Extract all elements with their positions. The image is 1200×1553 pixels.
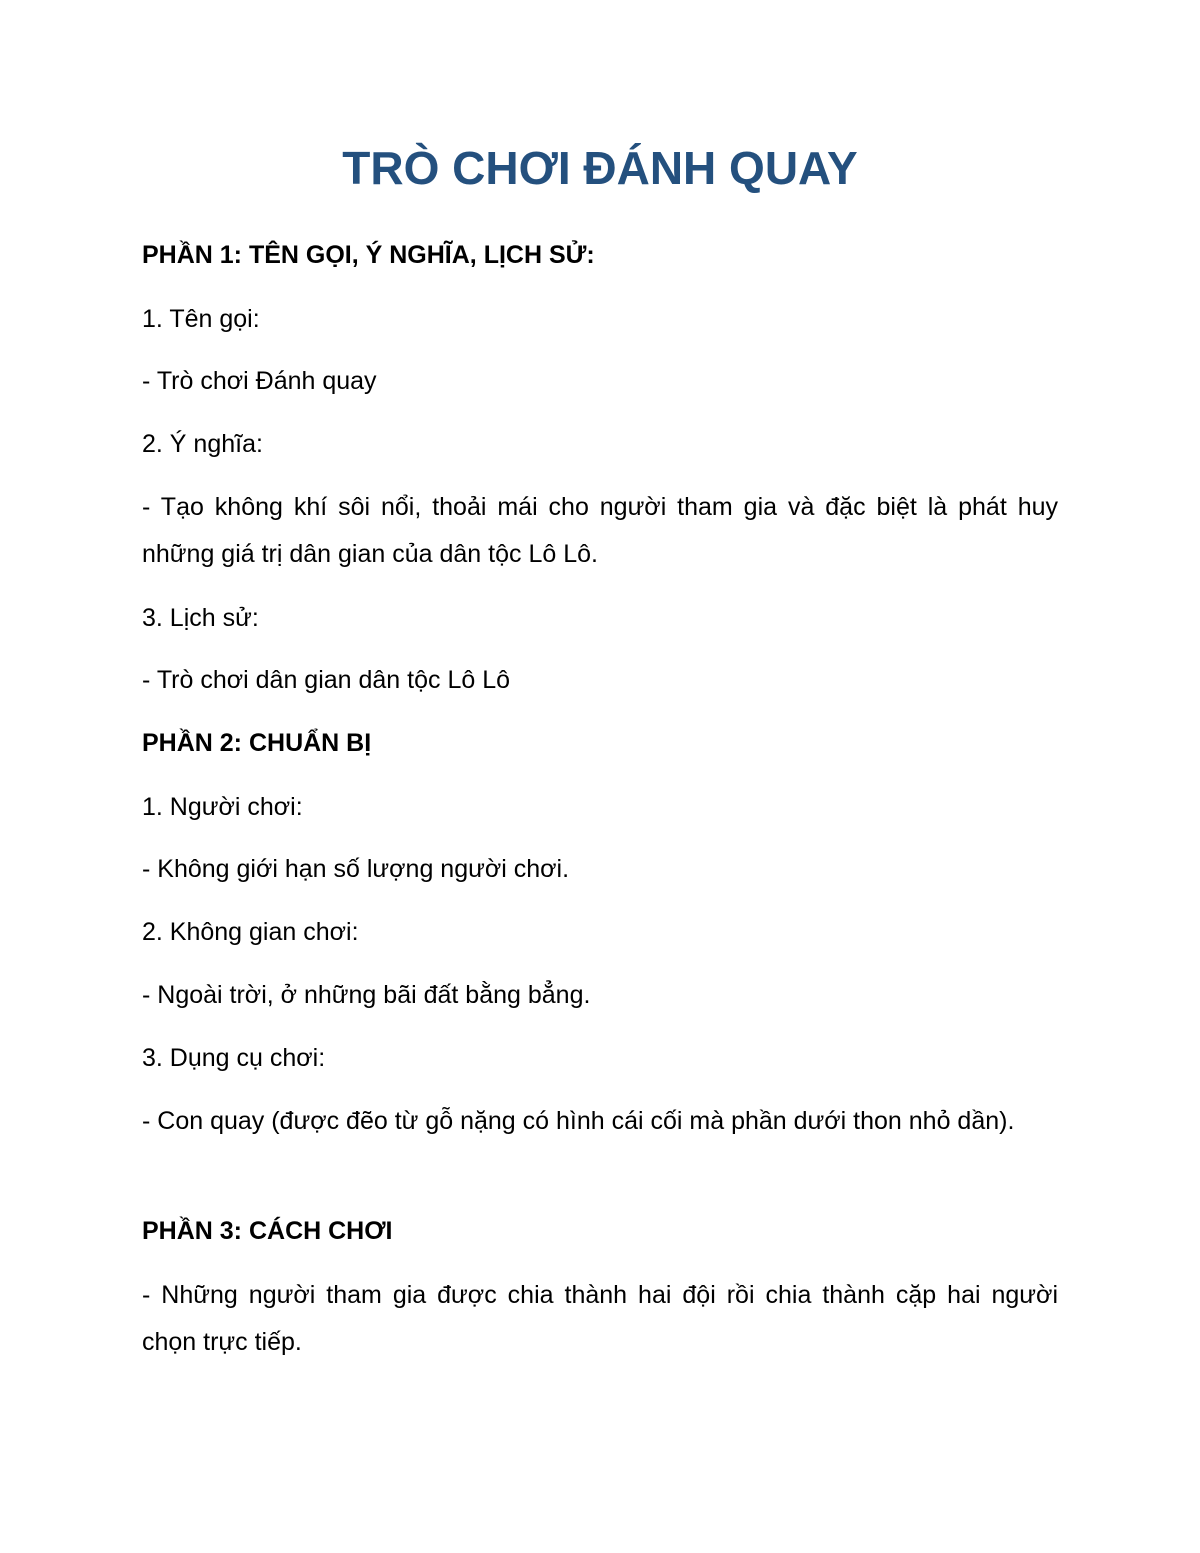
- part1-meaning-text: - Tạo không khí sôi nổi, thoải mái cho người tham gia và đặc biệt là phát huy những giá trị dân gian của dân tộc Lô Lô.: [142, 493, 1058, 568]
- part1-name-label: 1. Tên gọi:: [142, 305, 260, 333]
- part2-players-label: 1. Người chơi:: [142, 793, 303, 821]
- part1-history-label: 3. Lịch sử:: [142, 604, 259, 632]
- part3-rule-text: - Những người tham gia được chia thành hai đội rồi chia thành cặp hai người chọn trực tiếp.: [142, 1281, 1058, 1356]
- part2-tools-label: 3. Dụng cụ chơi:: [142, 1044, 326, 1072]
- part1-heading: PHẦN 1: TÊN GỌI, Ý NGHĨA, LỊCH SỬ:: [142, 241, 595, 269]
- part2-tools-text: - Con quay (được đẽo từ gỗ nặng có hình cái cối mà phần dưới thon nhỏ dần).: [142, 1107, 1015, 1135]
- part2-players-text: - Không giới hạn số lượng người chơi.: [142, 855, 570, 883]
- part1-history-text: - Trò chơi dân gian dân tộc Lô Lô: [142, 666, 511, 694]
- part3-heading: PHẦN 3: CÁCH CHƠI: [142, 1217, 393, 1245]
- part1-meaning-label: 2. Ý nghĩa:: [142, 430, 263, 458]
- part2-heading: PHẦN 2: CHUẨN BỊ: [142, 729, 372, 757]
- part2-space-label: 2. Không gian chơi:: [142, 918, 359, 946]
- part2-space-text: - Ngoài trời, ở những bãi đất bằng bẳng.: [142, 981, 591, 1009]
- part1-name-text: - Trò chơi Đánh quay: [142, 367, 377, 395]
- document-title: TRÒ CHƠI ĐÁNH QUAY: [342, 142, 858, 194]
